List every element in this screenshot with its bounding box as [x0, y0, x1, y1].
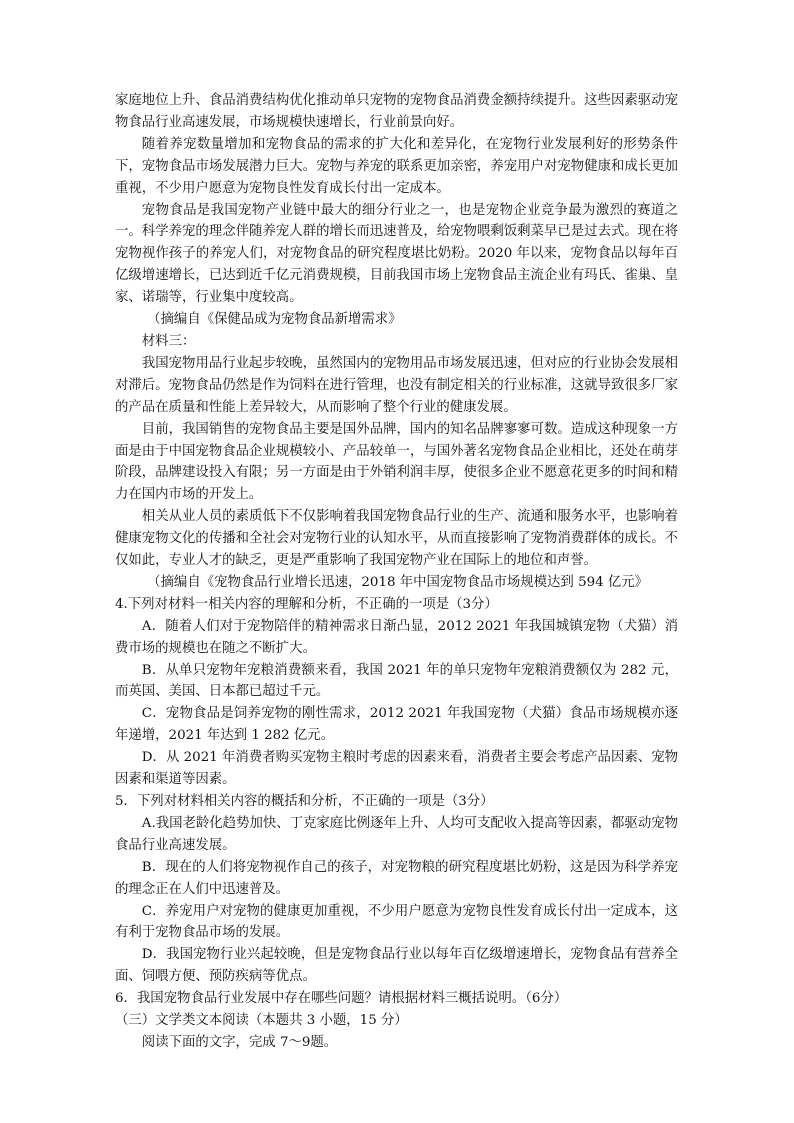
paragraph-6: 相关从业人员的素质低下不仅影响着我国宠物食品行业的生产、流通和服务水平，也影响着健康宠物文化的传播和全社会对宠物行业的认知水平，从而直接影响了宠物消费群体的成长。不仅如此，专业人才的缺乏，更是严重影响了我国宠物产业在国际上的地位和声誉。	[115, 509, 678, 569]
document-page	[115, 90, 678, 1054]
question-6: 6．我国宠物食品行业发展中存在哪些问题？请根据材料三概括说明。（6分）	[115, 991, 568, 1007]
material-3-label: 材料三：	[141, 333, 196, 349]
paragraph-2: 随着养宠数量增加和宠物食品的需求的扩大化和差异化，在宠物行业发展利好的形势条件下，宠物食品市场发展潜力巨大。宠物与养宠的联系更加亲密，养宠用户对宠物健康和成长更加重视，不少用户愿意为宠物良性发育成长付出一定成本。	[115, 136, 678, 196]
section-heading-literary: （三）文学类文本阅读（本题共 3 小题，15 分）	[115, 1013, 408, 1029]
question-4-option-d: D．从 2021 年消费者购买宠物主粮时考虑的因素来看，消费者主要会考虑产品因素、宠物因素和渠道等因素。	[115, 750, 678, 788]
question-4: 4.下列对材料一相关内容的理解和分析，不正确的一项是（3分）	[115, 596, 498, 612]
source-note-2: （摘编自《保健品成为宠物食品新增需求》	[147, 312, 402, 328]
question-5-option-b: B．现在的人们将宠物视作自己的孩子，对宠物粮的研究程度堪比奶粉，这是因为科学养宠的理念正在人们中迅速普及。	[115, 859, 678, 897]
question-4-option-c: C．宠物食品是饲养宠物的刚性需求，2012 2021 年我国宠物（犬猫）食品市场规模亦逐年递增，2021 年达到 1 282 亿元。	[115, 706, 678, 744]
paragraph-4: 我国宠物用品行业起步较晚，虽然国内的宠物用品市场发展迅速，但对应的行业协会发展相对滞后。宠物食品仍然是作为饲料在进行管理，也没有制定相关的行业标准，这就导致很多厂家的产品在质量和性能上差异较大，从而影响了整个行业的健康发展。	[115, 355, 678, 415]
paragraph-3: 宠物食品是我国宠物产业链中最大的细分行业之一，也是宠物企业竞争最为激烈的赛道之一。科学养宠的理念伴随养宠人群的增长而迅速普及，给宠物喂剩饭剩菜早已是过去式。现在将宠物视作孩子的养宠人们，对宠物食品的研究程度堪比奶粉。2020 年以来，宠物食品以每年百亿级增速增长，已达到近千亿元消费规模，目前我国市场上宠物食品主流企业有玛氏、雀巢、皇家、诺瑞等，行业集中度较高。	[115, 202, 678, 306]
question-5-option-a: A.我国老龄化趋势加快、丁克家庭比例逐年上升、人均可支配收入提高等因素，都驱动宠物食品行业高速发展。	[115, 815, 678, 853]
reading-instruction: 阅读下面的文字，完成 7～9题。	[141, 1034, 338, 1050]
source-note-3: （摘编自《宠物食品行业增长迅速，2018 年中国宠物食品市场规模达到 594 亿元》	[147, 574, 649, 590]
question-5-option-c: C．养宠用户对宠物的健康更加重视，不少用户愿意为宠物良性发育成长付出一定成本，这有利于宠物食品市场的发展。	[115, 903, 678, 941]
question-5-option-d: D．我国宠物行业兴起较晚，但是宠物食品行业以每年百亿级增速增长，宠物食品有营养全面、饲喂方便、预防疾病等优点。	[115, 947, 678, 985]
paragraph-5: 目前，我国销售的宠物食品主要是国外品牌，国内的知名品牌寥寥可数。造成这种现象一方面是由于中国宠物食品企业规模较小、产品较单一，与国外著名宠物食品企业相比，还处在萌芽阶段，品牌建设投入有限；另一方面是由于外销利润丰厚，使很多企业不愿意花更多的时间和精力在国内市场的开发上。	[115, 421, 678, 503]
paragraph-1: 家庭地位上升、食品消费结构优化推动单只宠物的宠物食品消费金额持续提升。这些因素驱动宠物食品行业高速发展，市场规模快速增长，行业前景向好。	[115, 93, 678, 130]
question-4-option-b: B．从单只宠物年宠粮消费额来看，我国 2021 年的单只宠物年宠粮消费额仅为 282 元，而英国、美国、日本都已超过千元。	[115, 662, 678, 700]
question-4-option-a: A．随着人们对于宠物陪伴的精神需求日渐凸显，2012 2021 年我国城镇宠物（犬猫）消费市场的规模也在随之不断扩大。	[115, 618, 678, 656]
question-5: 5．下列对材料相关内容的概括和分析，不正确的一项是（3分）	[115, 794, 494, 809]
